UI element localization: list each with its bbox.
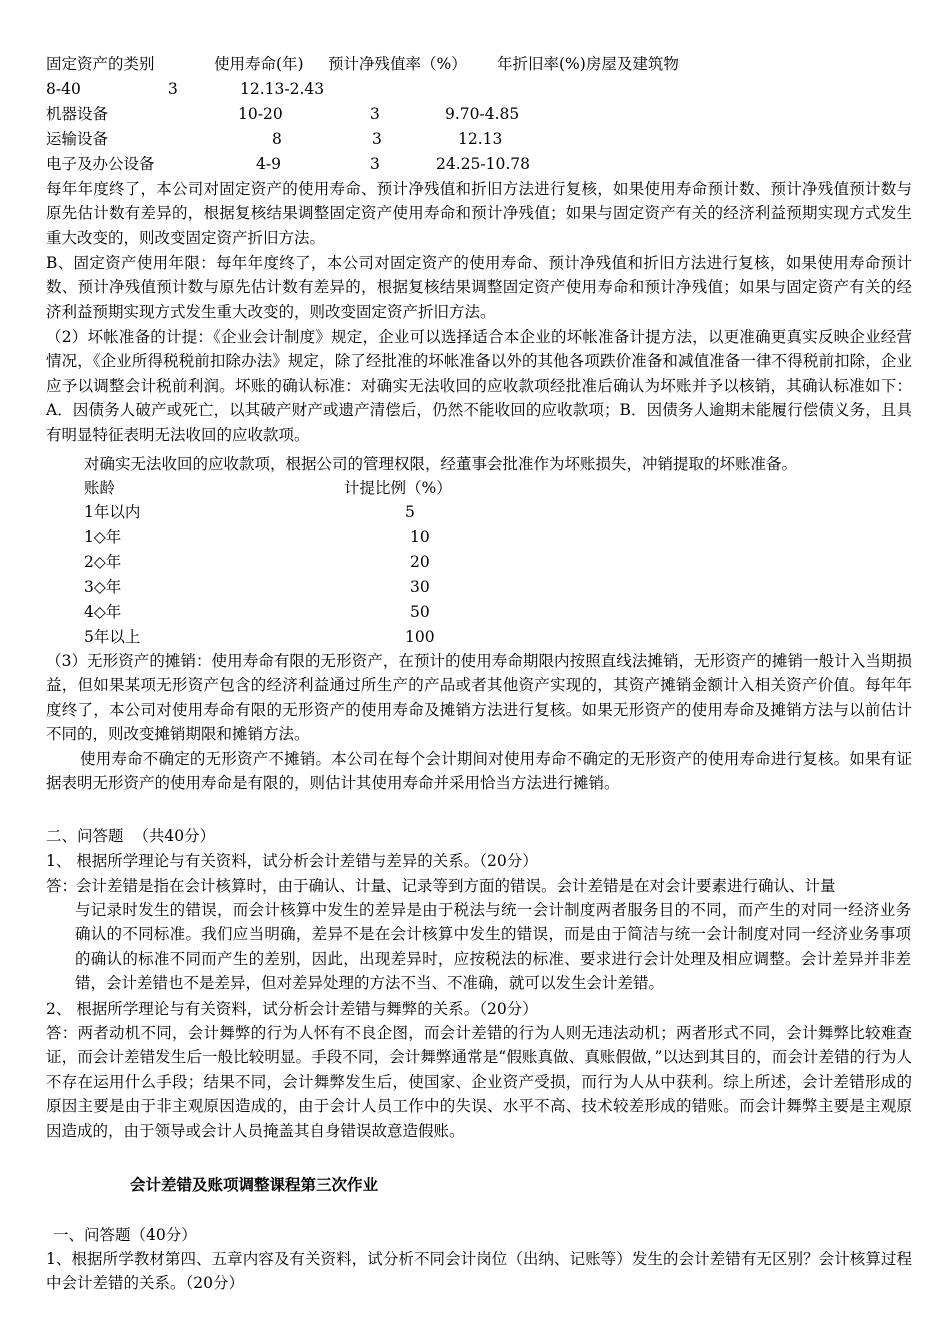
paragraph-writeoff: 对确实无法收回的应收款项，根据公司的管理权限，经董事会批准作为坏账损失，冲销提取的坏账准备。 bbox=[84, 455, 798, 473]
answer-1-body: 与记录时发生的错误，而会计核算中发生的差异是由于税法与统一会计制度两者服务目的不同，而产生的对同一经济业务确认的不同标准。我们应当明确，差异不是在会计核算中发生的错误，而是由于简洁与统一会计制度对同一经济业务事项的确认的标准不同而产生的差别，因此，出现差异时，应按税法的标准、要求进行会计处理及相应调整。会计差异并非差错，会计差错也不是差异，但对差异处理的方法不当、不准确，就可以发生会计差错。 bbox=[75, 901, 911, 993]
assignment-question-1: 1、根据所学教材第四、五章内容及有关资料，试分析不同会计岗位（出纳、记账等）发生的会计差错有无区别？会计核算过程中会计差错的关系。（20分） bbox=[46, 1250, 912, 1293]
asset-row-4-life: 4-9 bbox=[256, 155, 281, 173]
asset-row-3-residual: 3 bbox=[372, 130, 382, 148]
asset-row-1-life: 8-40 bbox=[46, 80, 81, 98]
aging-row-age: 1年以内 bbox=[84, 503, 141, 521]
aging-row-age: 1◇年 bbox=[84, 528, 122, 546]
asset-row-4-rate: 24.25-10.78 bbox=[436, 155, 530, 173]
asset-row-3-rate: 12.13 bbox=[458, 130, 503, 148]
paragraph-bad-debt: （2）坏帐准备的计提：《企业会计制度》规定，企业可以选择适合本企业的坏帐准备计提方法，以更准确更真实反映企业经营情况，《企业所得税税前扣除办法》规定，除了经批准的坏帐准备以外的其他各项跌价准备和减值准备一律不得税前扣除，企业应予以调整会计税前利润。坏账的确认标准：对确实无法收回的应收款项经批准后确认为坏账并予以核销，其确认标准如下： A．因债务人破产或死亡，以其破产财产或遗产清偿后，仍然不能收回的应收款项；B．因债务人逾期未能履行偿债义务，且具有明显特征表明无法收回的应收款项。 bbox=[46, 328, 912, 444]
asset-row-2-rate: 9.70-4.85 bbox=[445, 105, 520, 123]
assignment-heading: 一、问答题（40分） bbox=[53, 1226, 197, 1244]
question-1: 1、 根据所学理论与有关资料，试分析会计差错与差异的关系。（20分） bbox=[46, 852, 538, 870]
answer-1-label: 答： bbox=[46, 877, 78, 895]
question-2: 2、 根据所学理论与有关资料，试分析会计差错与舞弊的关系。（20分） bbox=[46, 1000, 538, 1018]
aging-row-ratio: 100 bbox=[405, 628, 435, 646]
asset-row-2-category: 机器设备 bbox=[46, 105, 109, 123]
aging-row-ratio: 50 bbox=[410, 603, 430, 621]
aging-row-ratio: 10 bbox=[410, 528, 430, 546]
answer-2: 答：两者动机不同，会计舞弊的行为人怀有不良企图，而会计差错的行为人则无违法动机；两者形式不同，会计舞弊比较难查证，而会计差错发生后一般比较明显。手段不同，会计舞弊通常是“假账真做、真账假做，”以达到其目的，而会计差错的行为人不存在运用什么手段；结果不同，会计舞弊发生后，使国家、企业资产受损，而行为人从中获利。综上所述，会计差错形成的原因主要是由于非主观原因造成的，由于会计人员工作中的失误、水平不高、技术较差形成的错账。而会计舞弊主要是主观原因造成的，由于领导或会计人员掩盖其自身错误故意造假账。 bbox=[46, 1024, 912, 1140]
asset-row-2-life: 10-20 bbox=[238, 105, 283, 123]
asset-row-1-residual: 3 bbox=[168, 80, 178, 98]
asset-header-rate: 年折旧率(%)房屋及建筑物 bbox=[497, 55, 679, 73]
aging-row-ratio: 5 bbox=[405, 503, 415, 521]
asset-row-3-category: 运输设备 bbox=[46, 130, 109, 148]
paragraph-useful-life: B、固定资产使用年限：每年年度终了，本公司对固定资产的使用寿命、预计净残值和折旧方法进行复核，如果使用寿命预计数、预计净残值预计数与原先估计数有差异的，根据复核结果调整固定资产使用寿命和预计净残值；如果与固定资产有关的经济利益预期实现方式发生重大改变的，则改变固定资产折旧方法。 bbox=[46, 254, 912, 321]
aging-row-ratio: 20 bbox=[410, 553, 430, 571]
asset-header-life: 使用寿命(年) bbox=[214, 55, 304, 73]
answer-1-first-line: 会计差错是指在会计核算时，由于确认、计量、记录等到方面的错误。会计差错是在对会计要素进行确认、计量 bbox=[76, 877, 836, 895]
section-heading: 二、问答题 （共40分） bbox=[46, 827, 216, 845]
paragraph-indefinite-life: 使用寿命不确定的无形资产不摊销。本公司在每个会计期间对使用寿命不确定的无形资产的使用寿命进行复核。如果有证据表明无形资产的使用寿命是有限的，则估计其使用寿命并采用恰当方法进行摊销。 bbox=[46, 750, 912, 793]
asset-header-category: 固定资产的类别 bbox=[46, 55, 155, 73]
asset-row-4-residual: 3 bbox=[370, 155, 380, 173]
asset-row-4-category: 电子及办公设备 bbox=[46, 155, 155, 173]
aging-header-age: 账龄 bbox=[84, 479, 116, 497]
aging-row-age: 2◇年 bbox=[84, 553, 122, 571]
aging-row-age: 4◇年 bbox=[84, 603, 122, 621]
paragraph-intangible: （3）无形资产的摊销：使用寿命有限的无形资产，在预计的使用寿命期限内按照直线法摊销，无形资产的摊销一般计入当期损益，但如果某项无形资产包含的经济利益通过所生产的产品或者其他资产实现的，其资产摊销金额计入相关资产价值。每年年度终了，本公司对使用寿命有限的无形资产的使用寿命及摊销方法进行复核。如果无形资产的使用寿命及摊销方法与以前估计不同的，则改变摊销期限和摊销方法。 bbox=[46, 652, 912, 744]
asset-row-2-residual: 3 bbox=[370, 105, 380, 123]
aging-header-ratio: 计提比例（%） bbox=[344, 479, 452, 497]
aging-row-age: 5年以上 bbox=[84, 628, 141, 646]
asset-row-3-life: 8 bbox=[272, 130, 282, 148]
aging-row-age: 3◇年 bbox=[84, 578, 122, 596]
assignment-title: 会计差错及账项调整课程第三次作业 bbox=[130, 1175, 379, 1194]
aging-row-ratio: 30 bbox=[410, 578, 430, 596]
asset-header-residual: 预计净残值率（%） bbox=[328, 55, 467, 73]
asset-row-1-rate: 12.13-2.43 bbox=[240, 80, 325, 98]
paragraph-review: 每年年度终了，本公司对固定资产的使用寿命、预计净残值和折旧方法进行复核，如果使用寿命预计数、预计净残值预计数与原先估计数有差异的，根据复核结果调整固定资产使用寿命和预计净残值；如果与固定资产有关的经济利益预期实现方式发生重大改变的，则改变固定资产折旧方法。 bbox=[46, 180, 912, 247]
